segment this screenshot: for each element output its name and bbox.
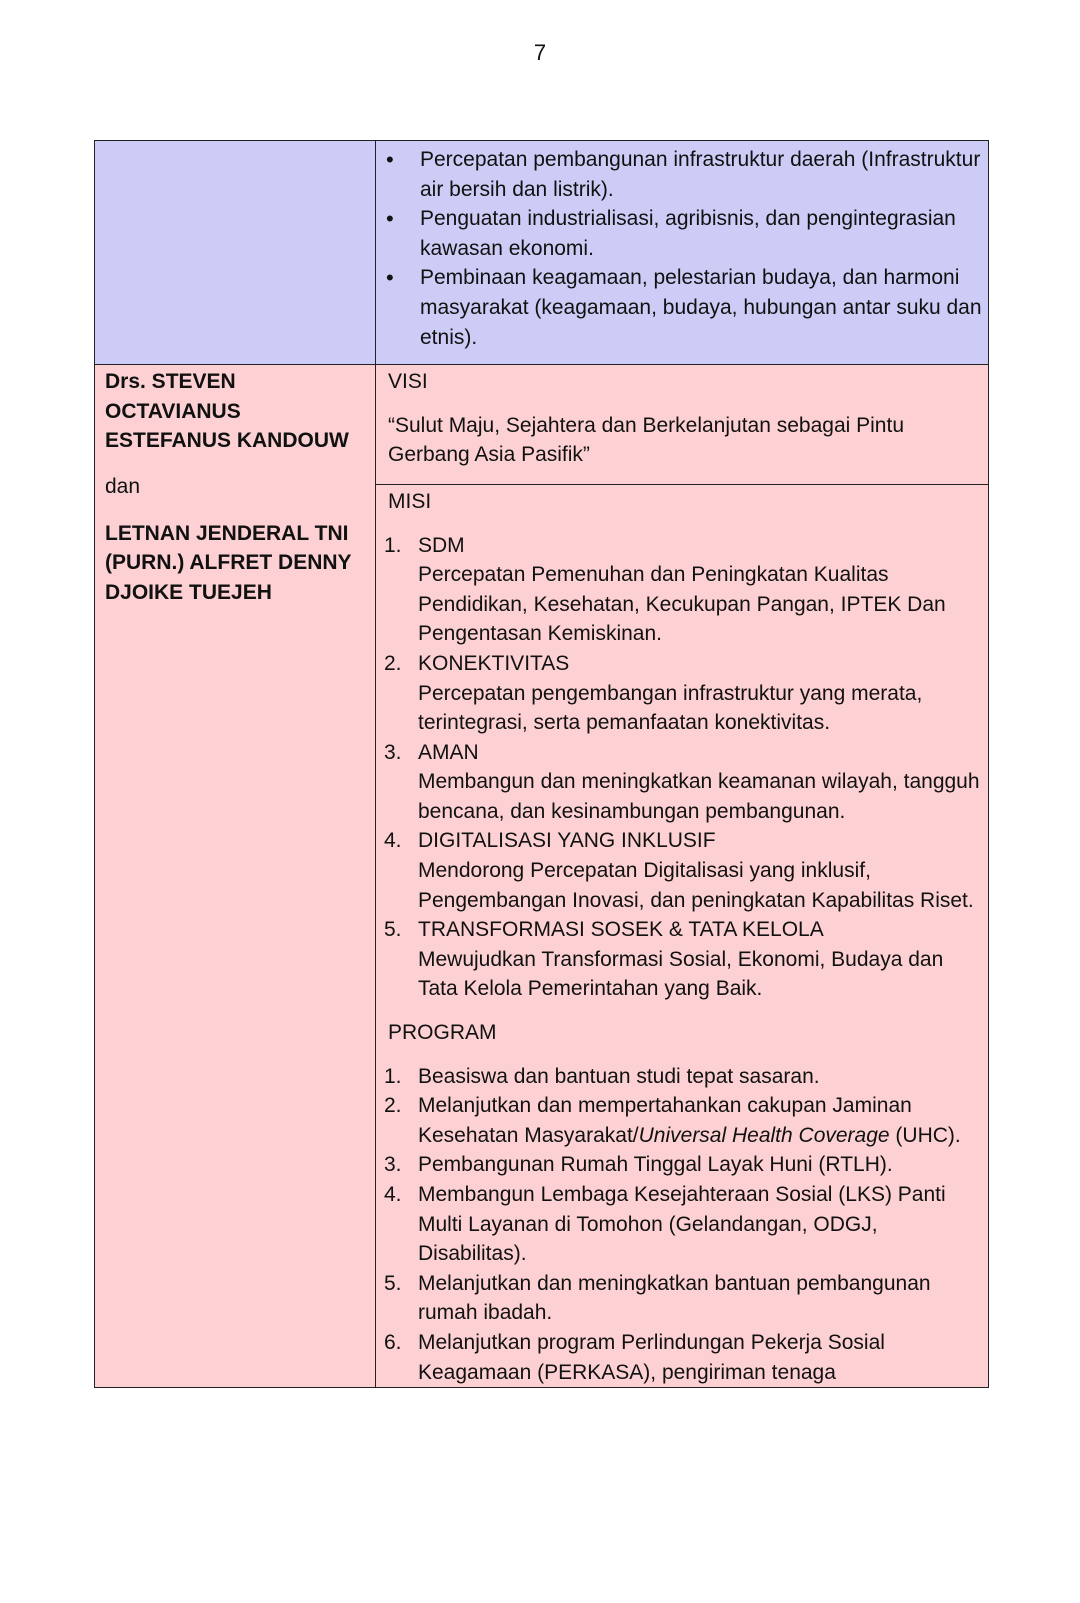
- misi-heading: MISI: [388, 489, 432, 513]
- empty-name-cell: [95, 141, 376, 365]
- list-item: • Pembinaan keagamaan, pelestarian budaya, dan harmoni masyarakat (keagamaan, budaya, hubungan antar suku dan etnis).: [386, 263, 988, 352]
- program-text: (UHC).: [889, 1123, 961, 1147]
- program-text: Beasiswa dan bantuan studi tepat sasaran.: [418, 1064, 820, 1088]
- list-number: 5.: [384, 1271, 402, 1295]
- program-text: Pembangunan Rumah Tinggal Layak Huni (RTLH).: [418, 1153, 893, 1177]
- misi-title: SDM: [418, 533, 465, 557]
- list-number: 5.: [384, 918, 402, 942]
- program-text: Membangun Lembaga Kesejahteraan Sosial (LKS) Panti Multi Layanan di Tomohon (Gelandangan, ODGJ, Disabilitas).: [418, 1183, 946, 1266]
- misi-title: TRANSFORMASI SOSEK & TATA KELOLA: [418, 918, 824, 942]
- misi-list: [376, 531, 988, 1005]
- list-number: 3.: [384, 1153, 402, 1177]
- list-number: 2.: [384, 651, 402, 675]
- program-item: [384, 1269, 988, 1328]
- program-list: [376, 1062, 988, 1388]
- visi-heading: VISI: [388, 370, 428, 394]
- program-item: [384, 1150, 988, 1180]
- candidate-names-cell: [95, 365, 376, 1388]
- list-number: 4.: [384, 1183, 402, 1206]
- list-number: 1.: [384, 533, 402, 557]
- misi-desc: Mewujudkan Transformasi Sosial, Ekonomi, Budaya dan Tata Kelola Pemerintahan yang Baik.: [418, 947, 944, 1001]
- list-number: 6.: [384, 1330, 402, 1354]
- program-item: [384, 1062, 988, 1092]
- list-number: 2.: [384, 1094, 402, 1118]
- program-text: Melanjutkan dan meningkatkan bantuan pembangunan rumah ibadah.: [418, 1271, 931, 1325]
- list-item: • Percepatan pembangunan infrastruktur daerah (Infrastruktur air bersih dan listrik).: [386, 145, 988, 204]
- misi-item: [384, 826, 988, 915]
- misi-title: KONEKTIVITAS: [418, 651, 570, 675]
- candidate-name-1: Drs. STEVEN OCTAVIANUS ESTEFANUS KANDOUW: [105, 370, 349, 453]
- misi-desc: Percepatan pengembangan infrastruktur yang merata, terintegrasi, serta pemanfaatan konektivitas.: [418, 681, 923, 735]
- misi-item: [384, 531, 988, 649]
- candidate-name-2: LETNAN JENDERAL TNI (PURN.) ALFRET DENNY DJOIKE TUEJEH: [105, 521, 352, 604]
- list-number: 3.: [384, 740, 402, 764]
- table-row-continuation: [95, 141, 989, 365]
- table-row-visi: [95, 365, 989, 485]
- misi-desc: Membangun dan meningkatkan keamanan wilayah, tangguh bencana, dan kesinambungan pembangunan.: [418, 770, 980, 823]
- program-item: [384, 1328, 988, 1387]
- candidate-vision-table: [94, 140, 989, 1388]
- misi-title: AMAN: [418, 740, 479, 764]
- misi-desc: Mendorong Percepatan Digitalisasi yang inklusif, Pengembangan Inovasi, dan peningkatan Kapabilitas Riset.: [418, 859, 974, 912]
- list-number: 4.: [384, 829, 402, 853]
- list-number: 1.: [384, 1064, 402, 1088]
- misi-title: DIGITALISASI YANG INKLUSIF: [418, 829, 716, 853]
- bullet-list: [376, 145, 988, 352]
- visi-text: “Sulut Maju, Sejahtera dan Berkelanjutan sebagai Pintu Gerbang Asia Pasifik”: [388, 413, 904, 467]
- program-text: Melanjutkan program Perlindungan Pekerja Sosial Keagamaan (PERKASA), pengiriman tenaga: [418, 1330, 885, 1384]
- misi-item: [384, 738, 988, 827]
- program-text-italic: Universal Health Coverage: [638, 1123, 890, 1147]
- misi-program-cell: [376, 484, 989, 1387]
- continued-program-cell: [376, 141, 989, 365]
- program-heading: PROGRAM: [388, 1021, 497, 1045]
- misi-item: [384, 915, 988, 1004]
- program-item: [384, 1180, 988, 1269]
- misi-item: [384, 649, 988, 738]
- program-item: [384, 1091, 988, 1150]
- candidate-connector: dan: [105, 474, 141, 498]
- visi-cell: [376, 365, 989, 485]
- page-number: 7: [533, 40, 547, 65]
- misi-desc: Percepatan Pemenuhan dan Peningkatan Kualitas Pendidikan, Kesehatan, Kecukupan Pangan, IPTEK Dan Pengentasan Kemiskinan.: [418, 563, 946, 646]
- list-item: • Penguatan industrialisasi, agribisnis, dan pengintegrasian kawasan ekonomi.: [386, 204, 988, 263]
- program-text: Melanjutkan dan mempertahankan cakupan Jaminan Kesehatan Masyarakat/: [418, 1094, 912, 1147]
